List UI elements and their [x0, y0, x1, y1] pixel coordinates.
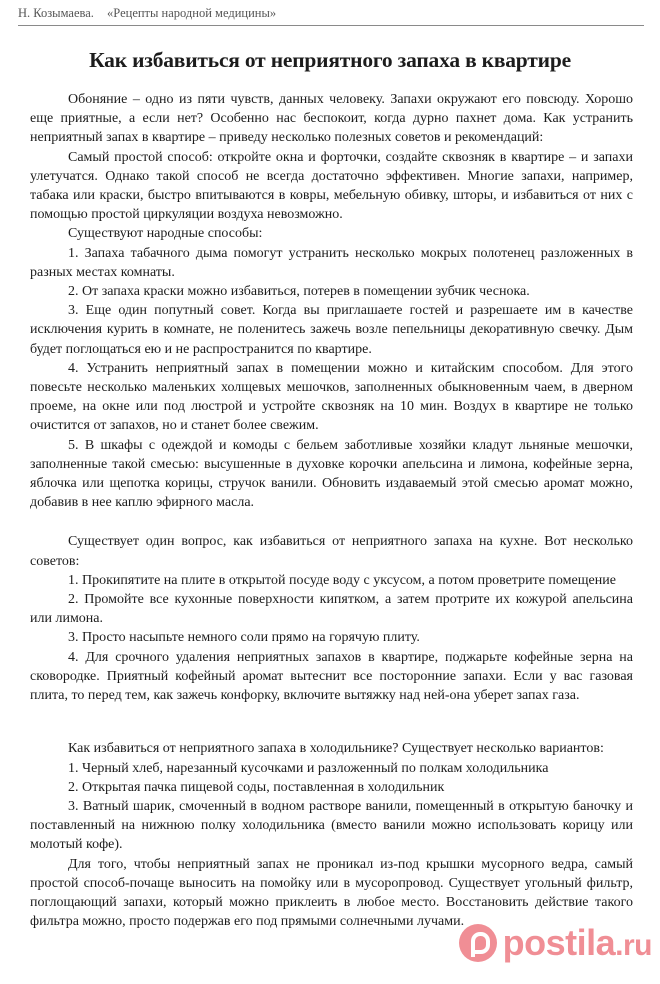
spacer: [30, 705, 633, 739]
watermark-brand: postila: [502, 922, 616, 963]
postila-logo-icon: [459, 924, 497, 962]
list-item: 1. Прокипятите на плите в открытой посуде воду с уксусом, а потом проветрите помещение: [68, 572, 616, 588]
watermark-text: [503, 922, 652, 964]
list-item: 2. Промойте все кухонные поверхности кипятком, а затем протрите их кожурой апельсина или лимона.: [30, 592, 633, 627]
section-general: [30, 90, 633, 512]
list-item: 2. От запаха краски можно избавиться, потерев в помещении зубчик чеснока.: [68, 284, 530, 300]
list-item: 3. Еще один попутный совет. Когда вы приглашаете гостей и разрешаете им в качестве исключения курить в комнате, не поленитесь зажечь возле пепельницы декоративную свечку. Дым будет поглощаться ею и не распространится по квартире.: [30, 303, 633, 357]
paragraph: Самый простой способ: откройте окна и форточки, создайте сквозняк в квартире – и запахи улетучатся. Однако такой способ не всегда достаточно эффективен. Многие запахи, например, табака или краски, быстро впитываются в ковры, мебельную обивку, шторы, и избавиться от них с помощью простой циркуляции воздуха невозможно.: [30, 149, 633, 223]
list-item: 4. Устранить неприятный запах в помещении можно и китайским способом. Для этого повесьте несколько маленьких холщевых мешочков, заполненных обыкновенным чаем, в дверном проеме, на окне или под люстрой и устройте сквозняк на 10 мин. Воздух в квартире не только очистится от запахов, но и станет более свежим.: [30, 360, 633, 434]
paragraph: Существует один вопрос, как избавиться от неприятного запаха на кухне. Вот несколько советов:: [30, 534, 633, 569]
running-header: [18, 6, 644, 26]
header-book-title: «Рецепты народной медицины»: [107, 6, 277, 20]
paragraph: Как избавиться от неприятного запаха в холодильнике? Существует несколько вариантов:: [68, 741, 604, 757]
list-item: 4. Для срочного удаления неприятных запахов в квартире, поджарьте кофейные зерна на сковородке. Приятный кофейный аромат вытеснит все посторонние запахи. Если у вас газовая плита, то перед тем, как зажечь конфорку, включите вытяжку над ней-она уберет запах газа.: [30, 649, 633, 704]
list-item: 3. Ватный шарик, смоченный в водном растворе ванили, помещенный в открытую баночку и поставленный на нижнюю полку холодильника (вместо ванили можно использовать корицу или молотый кофе).: [30, 798, 633, 853]
paragraph: Для того, чтобы неприятный запах не проникал из-под крышки мусорного ведра, самый простой способ-почаще выносить на помойку или в мусоропровод. Существует угольный фильтр, поглощающий запахи, который можно приклеить в любое место. Восстановить действие такого фильтра можно, просто подержав его под прямыми солнечными лучами.: [30, 856, 633, 930]
section-kitchen: [30, 532, 633, 705]
list-item: 5. В шкафы с одеждой и комоды с бельем заботливые хозяйки кладут льняные мешочки, заполненные такой смесью: высушенные в духовке корочки апельсина и лимона, кофейные зерна, яблочка или щепотка корицы, стручок ванили. Обновить издаваемый этой смесью аромат можно, добавив в нее каплю эфирного масла.: [30, 437, 633, 511]
paragraph: Обоняние – одно из пяти чувств, данных человеку. Запахи окружают его повсюду. Хорошо еще приятные, а если нет? Особенно нас беспокоит, когда дурно пахнет дома. Как устранить неприятный запах в квартире – приведу несколько полезных советов и рекомендаций:: [30, 92, 633, 146]
article-title: Как избавиться от неприятного запаха в квартире: [89, 48, 571, 72]
list-item: 1. Запаха табачного дыма помогут устранить несколько мокрых полотенец разложенных в разных местах комнаты.: [30, 245, 633, 280]
postila-watermark: [459, 922, 652, 964]
spacer: [30, 512, 633, 532]
list-item: 3. Просто насыпьте немного соли прямо на горячую плиту.: [68, 630, 420, 646]
article-body: [30, 90, 633, 931]
watermark-tld: .ru: [615, 929, 652, 962]
section-fridge: [30, 739, 633, 931]
paragraph: Существуют народные способы:: [68, 226, 263, 242]
header-author: Н. Козымаева.: [18, 6, 94, 20]
list-item: 2. Открытая пачка пищевой соды, поставленная в холодильник: [68, 779, 445, 795]
list-item: 1. Черный хлеб, нарезанный кусочками и разложенный по полкам холодильника: [68, 760, 549, 776]
